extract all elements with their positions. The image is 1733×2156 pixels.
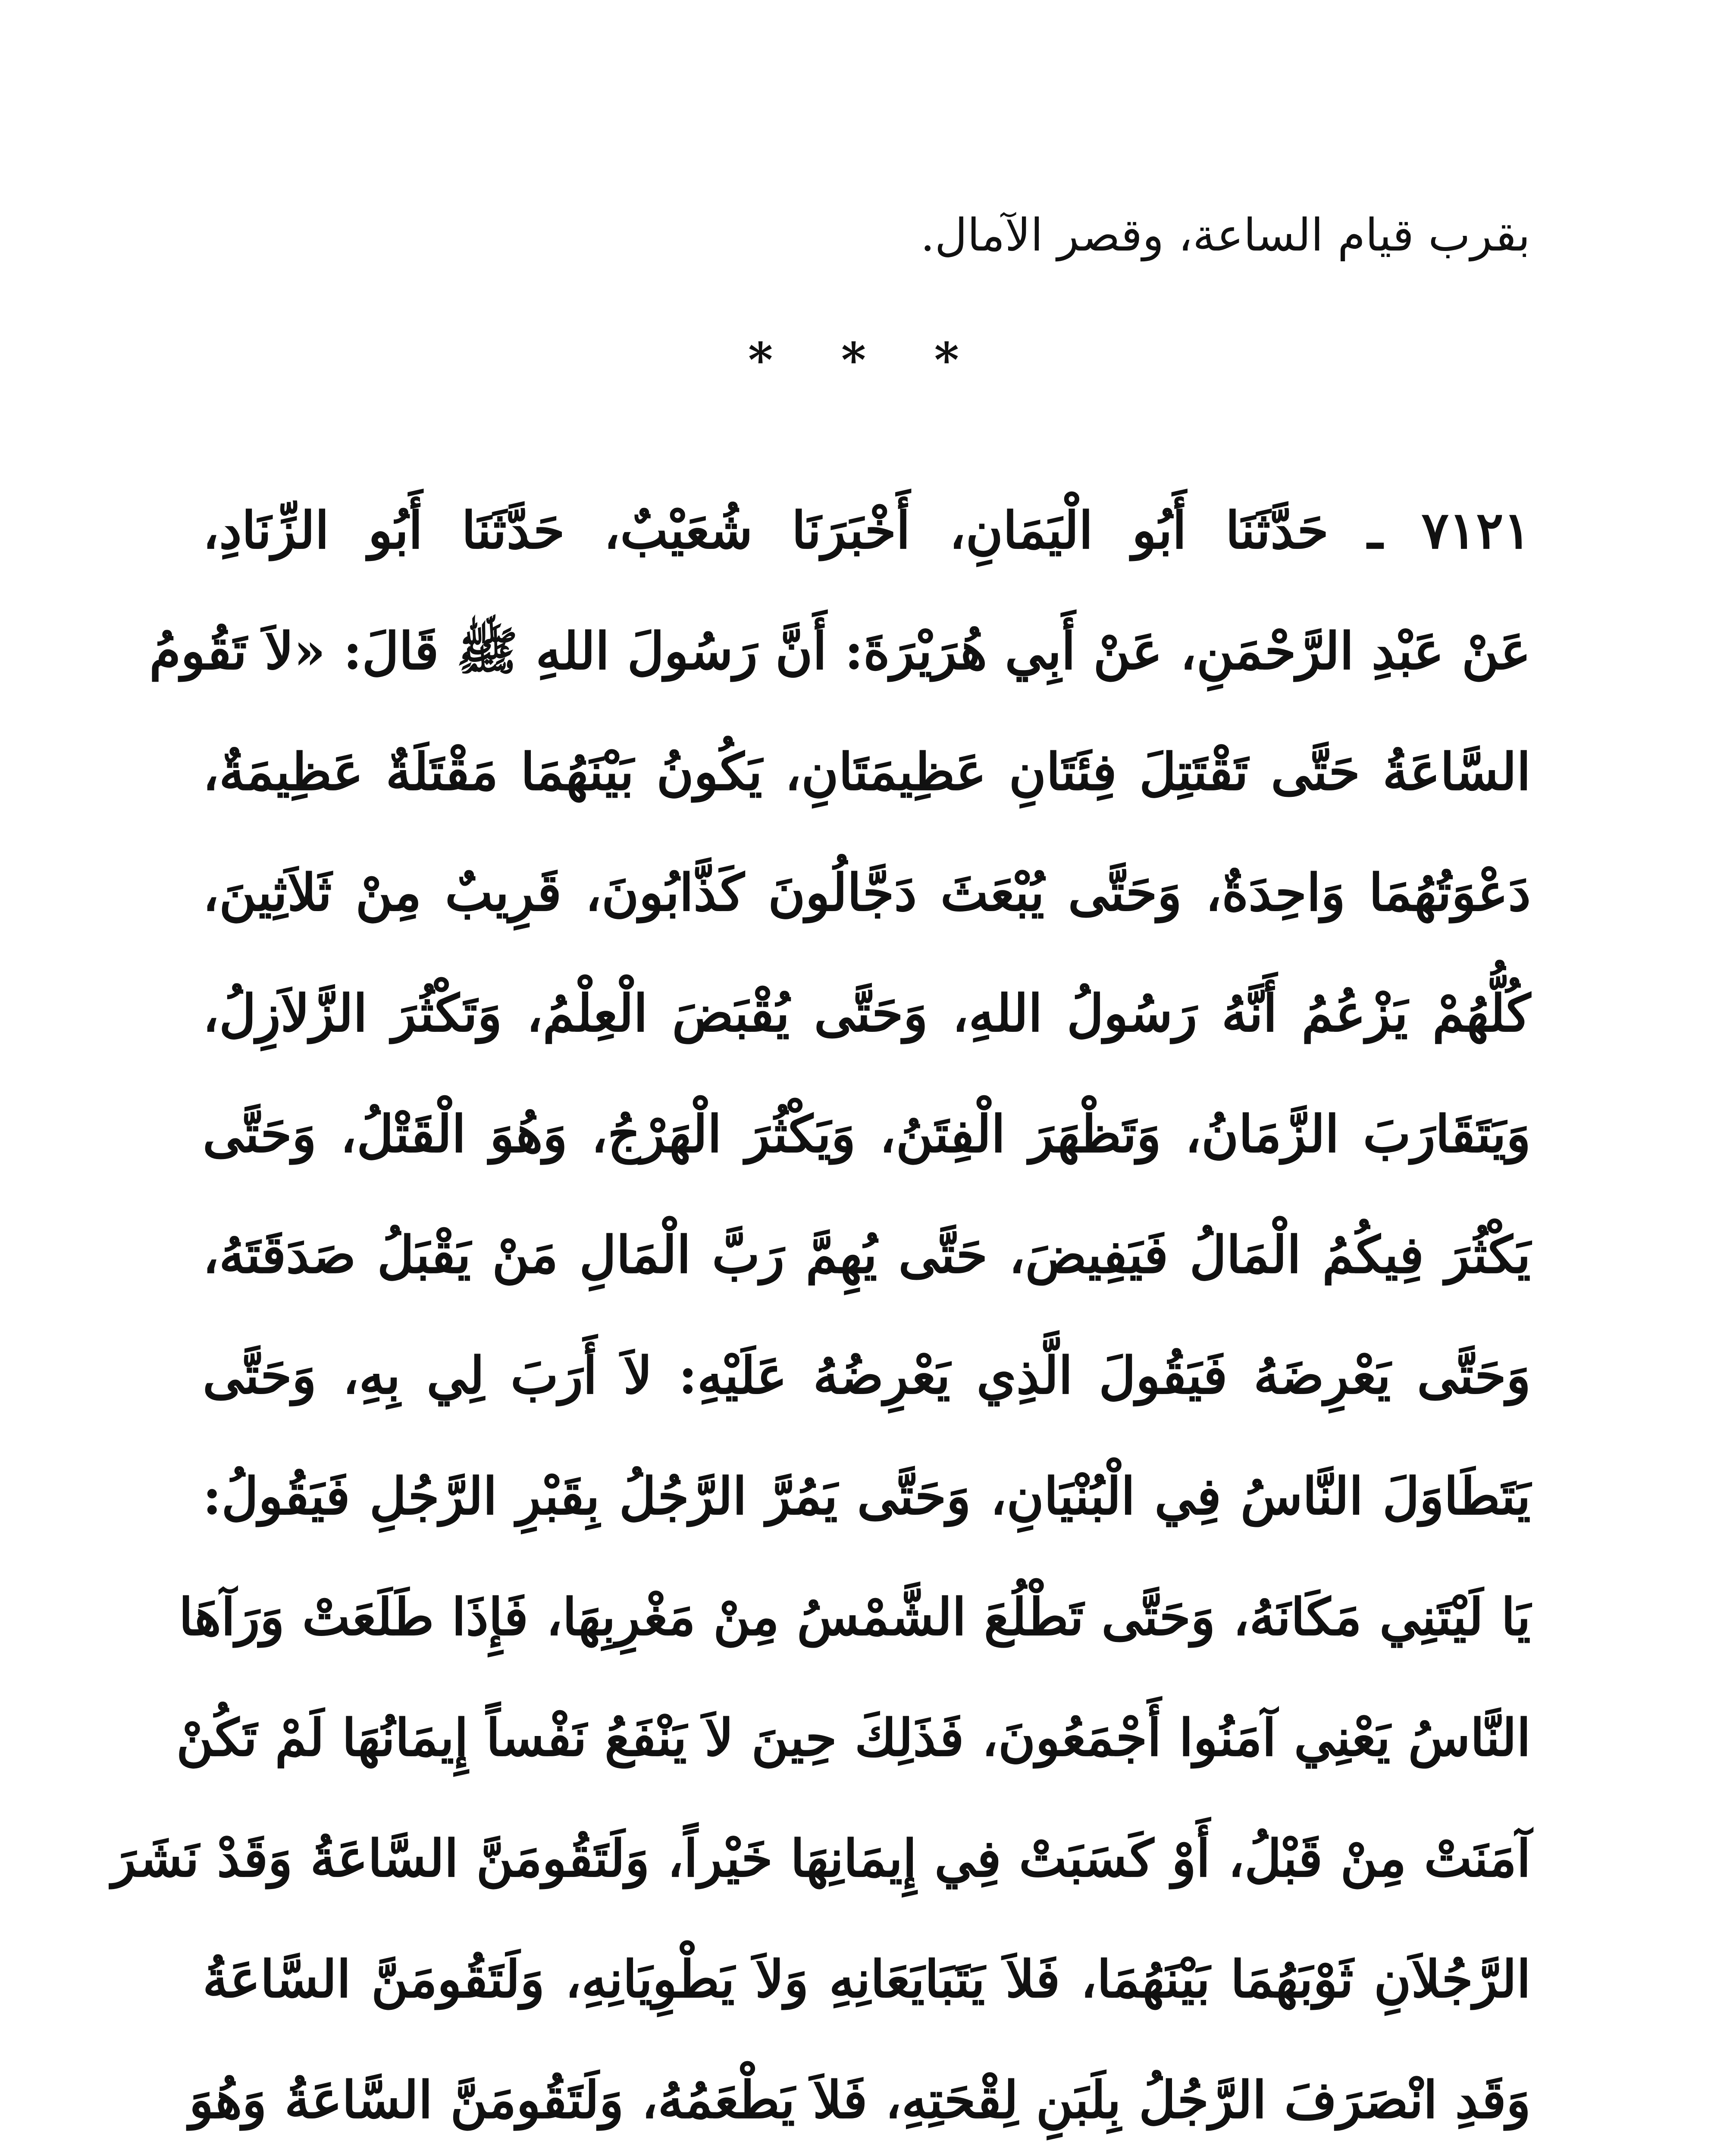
hadith-text — [111, 470, 1531, 2156]
hadith-line: الرَّجُلاَنِ ثَوْبَهُمَا بَيْنَهُمَا، فَلاَ يَتَبَايَعَانِهِ وَلاَ يَطْوِيَانِهِ، وَلَتَقُومَنَّ السَّاعَةُ — [203, 1949, 1531, 2009]
hadith-line: يَا لَيْتَنِي مَكَانَهُ، وَحَتَّى تَطْلُعَ الشَّمْسُ مِنْ مَغْرِبِهَا، فَإِذَا طَلَعَتْ وَرَآهَا — [179, 1587, 1531, 1647]
intro-text: بقرب قيام الساعة، وقصر الآمال. — [920, 209, 1530, 261]
hadith-line: يَكْثُرَ فِيكُمُ الْمَالُ فَيَفِيضَ، حَتَّى يُهِمَّ رَبَّ الْمَالِ مَنْ يَقْبَلُ صَدَقَتَهُ، — [203, 1225, 1531, 1285]
hadith-line: آمَنَتْ مِنْ قَبْلُ، أَوْ كَسَبَتْ فِي إِيمَانِهَا خَيْراً، وَلَتَقُومَنَّ السَّاعَةُ وَقَدْ نَشَرَ — [111, 1828, 1531, 1888]
hadith-line: السَّاعَةُ حَتَّى تَقْتَتِلَ فِئَتَانِ عَظِيمَتَانِ، يَكُونُ بَيْنَهُمَا مَقْتَلَةٌ عَظِيمَةٌ، — [203, 742, 1531, 802]
hadith-line: عَنْ عَبْدِ الرَّحْمَنِ، عَنْ أَبِي هُرَيْرَةَ: أَنَّ رَسُولَ اللهِ ﷺ قَالَ: «لاَ تَقُومُ — [149, 621, 1531, 681]
hadith-line: دَعْوَتُهُمَا وَاحِدَةٌ، وَحَتَّى يُبْعَثَ دَجَّالُونَ كَذَّابُونَ، قَرِيبٌ مِنْ ثَلاَثِينَ، — [203, 862, 1531, 922]
hadith-line: يَتَطَاوَلَ النَّاسُ فِي الْبُنْيَانِ، وَحَتَّى يَمُرَّ الرَّجُلُ بِقَبْرِ الرَّجُلِ فَيَقُولُ: — [203, 1466, 1531, 1526]
hadith-line: وَقَدِ انْصَرَفَ الرَّجُلُ بِلَبَنِ لِقْحَتِهِ، فَلاَ يَطْعَمُهُ، وَلَتَقُومَنَّ السَّاعَةُ وَهُوَ — [189, 2070, 1531, 2130]
hadith-line: وَحَتَّى يَعْرِضَهُ فَيَقُولَ الَّذِي يَعْرِضُهُ عَلَيْهِ: لاَ أَرَبَ لِي بِهِ، وَحَتَّى — [203, 1345, 1531, 1405]
hadith-line: كُلُّهُمْ يَزْعُمُ أَنَّهُ رَسُولُ اللهِ، وَحَتَّى يُقْبَضَ الْعِلْمُ، وَتَكْثُرَ الزَّلاَزِلُ، — [203, 983, 1531, 1043]
hadith-line: النَّاسُ يَعْنِي آمَنُوا أَجْمَعُونَ، فَذَلِكَ حِينَ لاَ يَنْفَعُ نَفْساً إِيمَانُهَا لَمْ تَكُنْ — [176, 1708, 1531, 1767]
hadith-line: وَيَتَقَارَبَ الزَّمَانُ، وَتَظْهَرَ الْفِتَنُ، وَيَكْثُرَ الْهَرْجُ، وَهُوَ الْقَتْلُ، وَحَتَّى — [203, 1104, 1531, 1164]
hadith-line: ٧١٢١ ـ حَدَّثَنَا أَبُو الْيَمَانِ، أَخْبَرَنَا شُعَيْبٌ، حَدَّثَنَا أَبُو الزِّنَادِ، — [203, 500, 1531, 560]
section-separator: * * * — [748, 332, 985, 388]
